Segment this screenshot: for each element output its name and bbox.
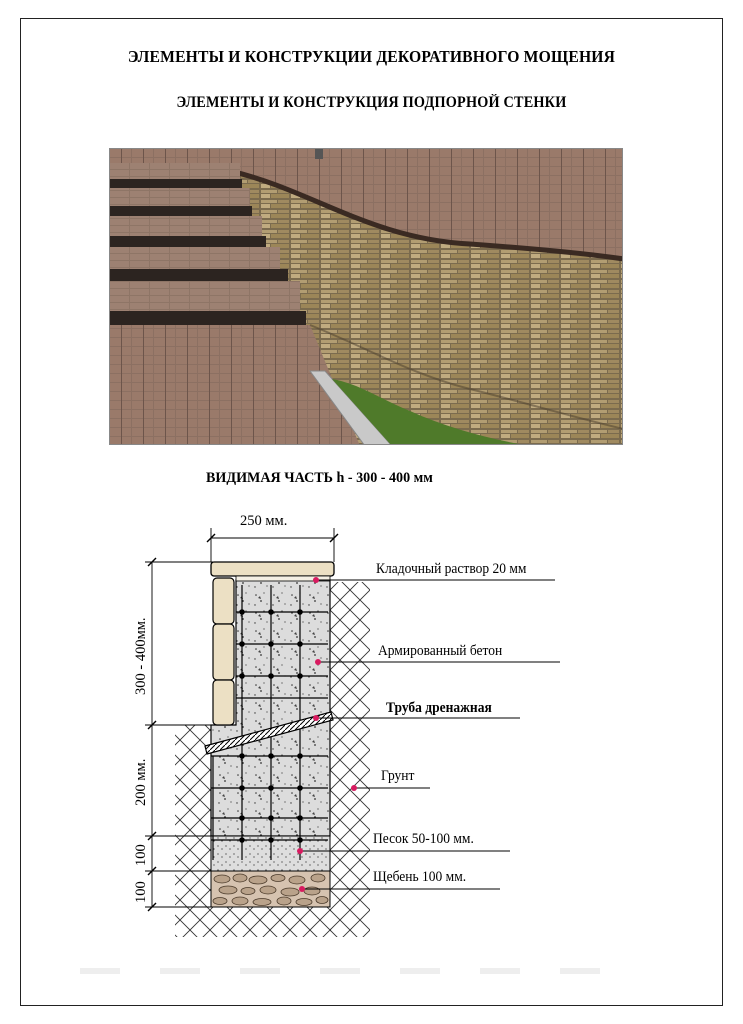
- dim-100-sand: 100: [133, 844, 149, 866]
- label-mortar: Кладочный раствор 20 мм: [376, 561, 527, 577]
- page-subtitle: ЭЛЕМЕНТЫ И КОНСТРУКЦИЯ ПОДПОРНОЙ СТЕНКИ: [176, 94, 567, 111]
- dim-visible-height: 300 - 400мм.: [133, 617, 149, 695]
- visible-part-caption: ВИДИМАЯ ЧАСТЬ h - 300 - 400 мм: [206, 470, 433, 486]
- retaining-wall-photo: [109, 148, 623, 445]
- page-title: ЭЛЕМЕНТЫ И КОНСТРУКЦИИ ДЕКОРАТИВНОГО МОЩЕНИЯ: [127, 47, 616, 66]
- soil-hatch-bottom: [211, 907, 331, 937]
- label-sand: Песок 50-100 мм.: [373, 831, 474, 847]
- soil-hatch-left: [175, 725, 211, 937]
- footer-decoration: [80, 968, 640, 974]
- retaining-wall-photo-illustration: [110, 149, 623, 445]
- dim-width: 250 мм.: [240, 513, 288, 529]
- retaining-wall-section-drawing: [0, 500, 743, 960]
- dim-100-gravel: 100: [133, 881, 149, 903]
- label-soil: Грунт: [381, 768, 415, 784]
- dim-200: 200 мм.: [133, 758, 149, 806]
- soil-hatch-right: [330, 582, 370, 937]
- label-concrete: Армированный бетон: [378, 643, 503, 659]
- label-gravel: Щебень 100 мм.: [373, 869, 467, 885]
- cap-stone: [211, 562, 334, 576]
- label-pipe: Труба дренажная: [386, 700, 492, 716]
- facing-stones: [213, 578, 234, 725]
